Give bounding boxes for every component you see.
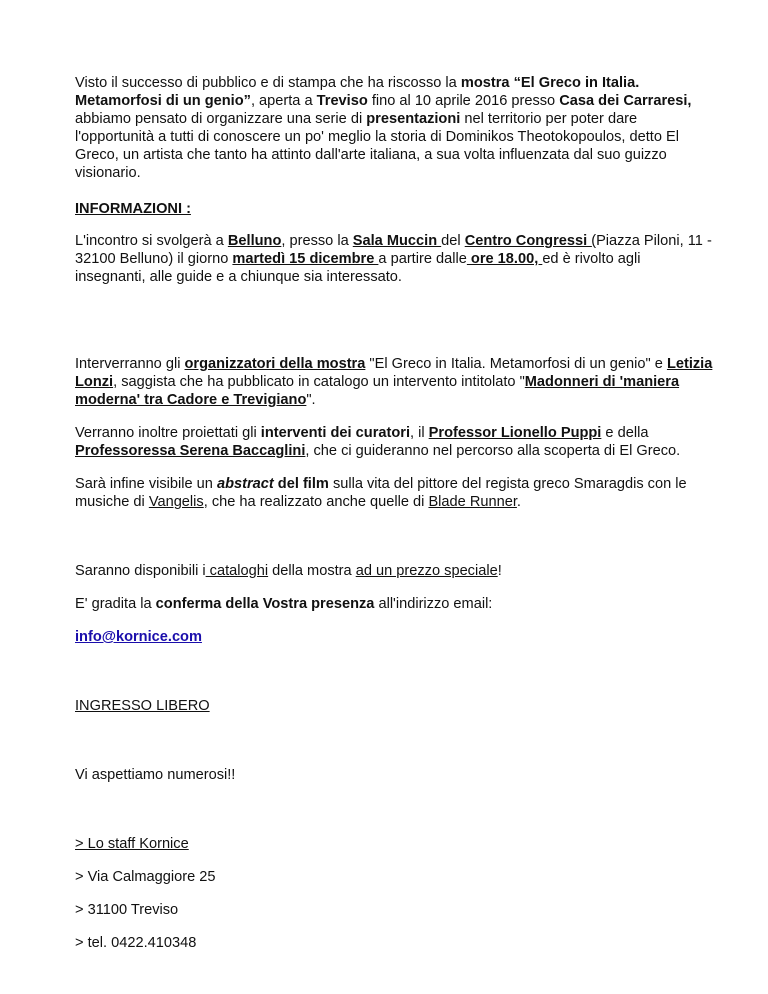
speakers-text: "El Greco in Italia. Metamorfosi di un genio" e xyxy=(365,356,667,372)
curators-interventions: interventi dei curatori xyxy=(260,425,410,441)
confirm-paragraph xyxy=(75,595,715,613)
link-belluno[interactable]: Belluno xyxy=(227,233,282,249)
confirm-text: E' gradita la xyxy=(75,596,156,612)
curators-text: , che ci guideranno nel percorso alla scoperta di El Greco. xyxy=(305,443,681,459)
event-date[interactable]: martedì 15 dicembre xyxy=(232,251,379,267)
link-cataloghi[interactable]: cataloghi xyxy=(205,563,269,579)
confirm-bold: conferma della Vostra presenza xyxy=(155,596,375,612)
curators-paragraph xyxy=(75,424,715,460)
speakers-text: ". xyxy=(306,392,316,408)
catalog-paragraph xyxy=(75,562,715,580)
film-text: . xyxy=(516,494,521,510)
abstract-word: abstract xyxy=(216,476,274,492)
event-text: Piazza Piloni, 11 - 32100 Belluno) il giorno xyxy=(75,233,712,267)
link-blade-runner[interactable]: Blade Runner xyxy=(428,494,517,510)
venue-casa-dei-carraresi: Casa dei Carraresi, xyxy=(559,93,692,109)
speakers-text: Interverranno gli xyxy=(75,356,185,372)
signature-staff[interactable]: > Lo staff Kornice xyxy=(75,836,189,852)
speakers-paragraph xyxy=(75,355,715,409)
signature-city: > 31100 Treviso xyxy=(75,902,179,918)
catalog-text: Saranno disponibili i xyxy=(75,563,206,579)
confirm-text: all'indirizzo email: xyxy=(374,596,493,612)
signature-phone: > tel. 0422.410348 xyxy=(75,935,197,951)
link-centro-congressi[interactable]: Centro Congressi xyxy=(464,233,592,249)
signature-address: > Via Calmaggiore 25 xyxy=(75,869,216,885)
event-text: L'incontro si svolgerà a xyxy=(75,233,228,249)
email-paragraph xyxy=(75,628,715,646)
curators-text: e della xyxy=(601,425,649,441)
film-text: , che ha realizzato anche quelle di xyxy=(203,494,429,510)
link-prezzo-speciale[interactable]: ad un prezzo speciale xyxy=(355,563,498,579)
document-body xyxy=(75,74,715,952)
curators-text: , il xyxy=(410,425,429,441)
link-vangelis[interactable]: Vangelis xyxy=(148,494,204,510)
city-treviso: Treviso xyxy=(316,93,368,109)
intro-text: Visto il successo di pubblico e di stampa che ha riscosso la xyxy=(75,75,461,91)
exhibition-title: mostra “El Greco in Italia. Metamorfosi di un genio” xyxy=(75,75,640,109)
link-paren[interactable]: ( xyxy=(591,233,597,249)
email-link[interactable]: info@kornice.com xyxy=(75,629,202,645)
link-letizia-lonzi[interactable]: Letizia Lonzi xyxy=(75,356,713,390)
link-organizzatori[interactable]: organizzatori della mostra xyxy=(184,356,366,372)
film-text: Sarà infine visibile un xyxy=(75,476,217,492)
film-text: sulla vita del pittore del regista greco Smaragdis con le musiche di xyxy=(75,476,687,510)
link-madonneri[interactable]: Madonneri di 'maniera moderna' tra Cadore e Trevigiano xyxy=(75,374,680,408)
event-paragraph xyxy=(75,232,715,286)
event-text: a partire dalle xyxy=(378,251,467,267)
intro-text: fino al 10 aprile 2016 presso xyxy=(367,93,560,109)
free-entry[interactable]: INGRESSO LIBERO xyxy=(75,698,210,714)
intro-text: nel territorio per poter dare l'opportunità a tutti di conoscere un po' meglio la storia di Dominikos Theotokopoulos, detto El Greco, un artista che tanto ha attinto dall'arte italiana, a sua volta influenzata dal suo guizzo visionario. xyxy=(75,111,679,181)
presentations-label: presentazioni xyxy=(366,111,461,127)
event-text: del xyxy=(441,233,465,249)
event-text: , presso la xyxy=(281,233,353,249)
link-sala-muccin[interactable]: Sala Muccin xyxy=(352,233,442,249)
catalog-text: della mostra xyxy=(268,563,356,579)
info-heading: INFORMAZIONI : xyxy=(75,201,191,217)
curators-text: Verranno inoltre proiettati gli xyxy=(75,425,261,441)
film-word: del film xyxy=(273,476,329,492)
catalog-text: ! xyxy=(497,563,502,579)
event-time[interactable]: ore 18.00, xyxy=(466,251,543,267)
event-text: ed è rivolto agli insegnanti, alle guide e a chiunque sia interessato. xyxy=(75,251,641,285)
link-serena-baccaglini[interactable]: Professoressa Serena Baccaglini xyxy=(75,443,306,459)
closing-line: Vi aspettiamo numerosi!! xyxy=(75,767,236,783)
film-paragraph xyxy=(75,475,715,511)
intro-text: , aperta a xyxy=(250,93,317,109)
speakers-text: , saggista che ha pubblicato in catalogo un intervento intitolato " xyxy=(113,374,525,390)
link-lionello-puppi[interactable]: Professor Lionello Puppi xyxy=(428,425,602,441)
intro-text: abbiamo pensato di organizzare una serie di xyxy=(75,111,367,127)
intro-paragraph xyxy=(75,74,715,182)
